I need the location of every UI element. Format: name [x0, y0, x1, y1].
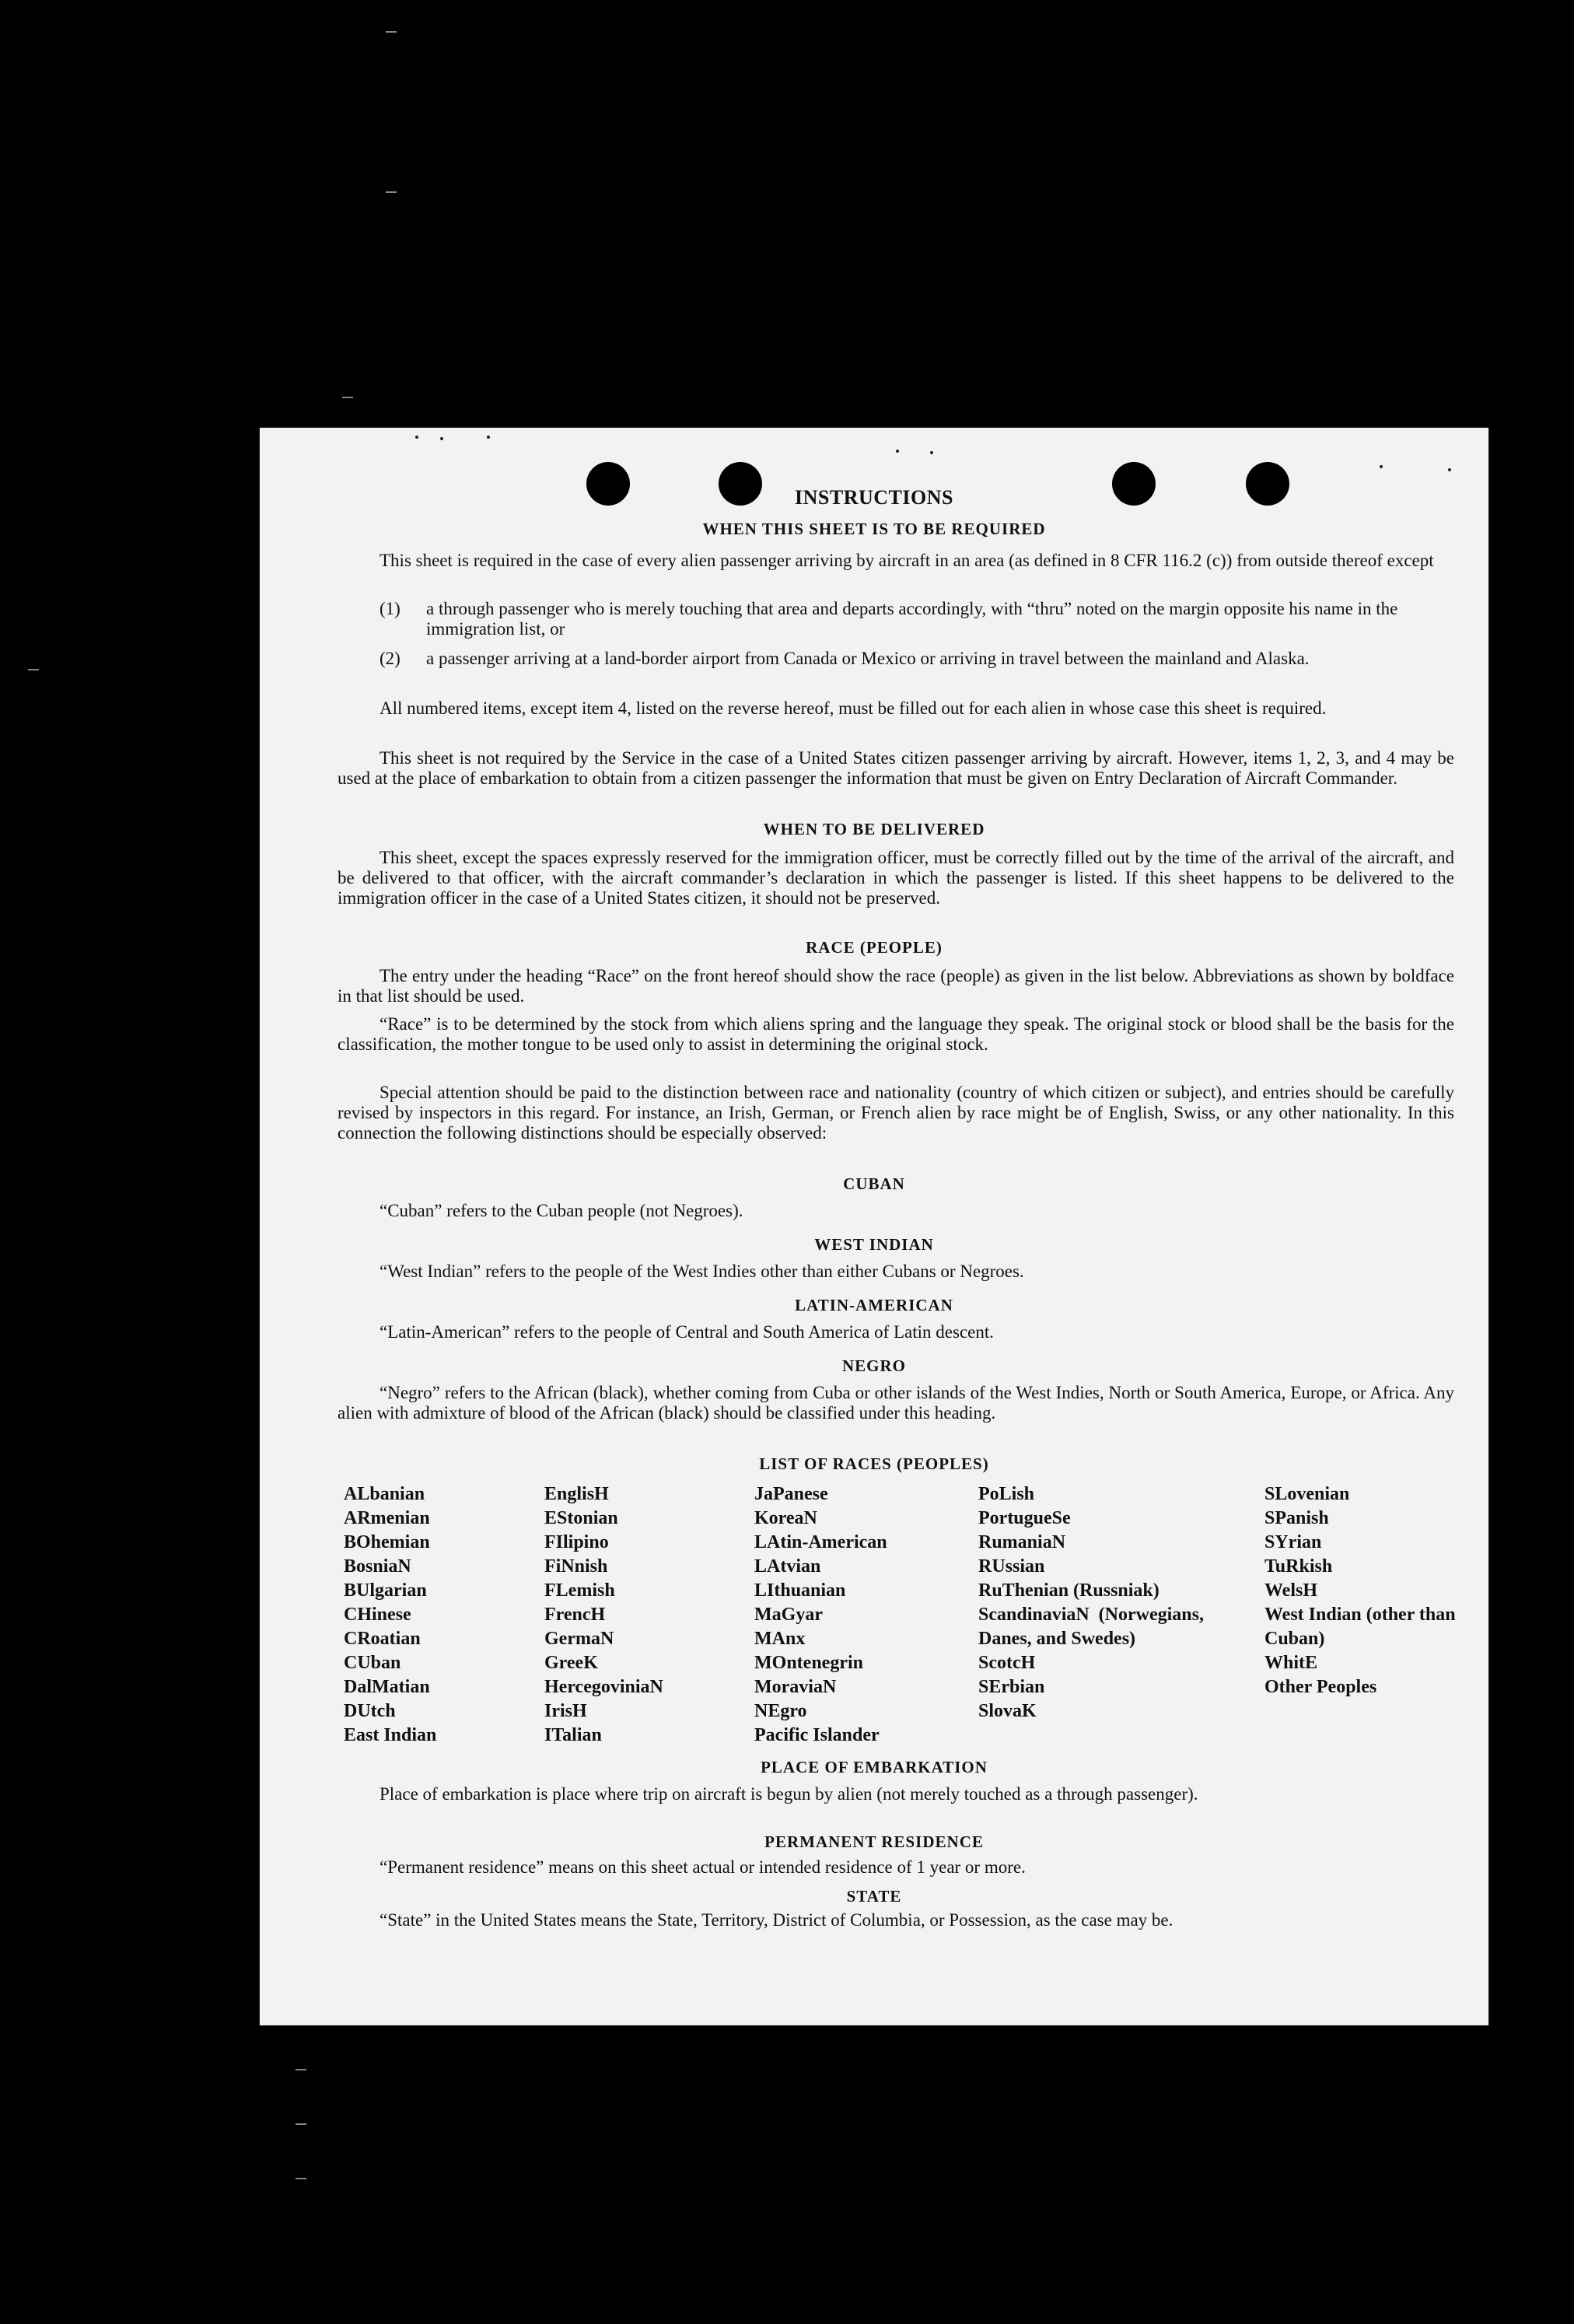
paragraph: The entry under the heading “Race” on the front hereof should show the race (people) as given in the list below. Abbreviations as shown by boldface in that list should be used.: [338, 966, 1454, 1006]
list-item: ScotcH: [978, 1653, 1036, 1673]
list-item: FIlipino: [544, 1532, 609, 1552]
exception-item: (1) a through passenger who is merely touching that area and departs accordingly, with “thru” noted on the margin opposite his name in the immigration list, or: [380, 599, 1398, 639]
list-item: SYrian: [1264, 1532, 1322, 1552]
list-item: RUssian: [978, 1556, 1045, 1577]
list-item: DalMatian: [344, 1677, 430, 1697]
list-item: MAnx: [754, 1629, 806, 1649]
race-list-column: [344, 1482, 530, 1748]
list-item: PoLish: [978, 1484, 1035, 1504]
paragraph: Special attention should be paid to the distinction between race and nationality (country of which citizen or subject), and entries should be carefully revised by inspectors in this regard. For instance, an Irish, German, or French alien by race might be of English, Swiss, or any other nationality. In this connection the following distinctions should be especially observed:: [338, 1083, 1454, 1143]
race-list-column: [544, 1482, 747, 1748]
paragraph: “Race” is to be determined by the stock from which aliens spring and the language they speak. The original stock or blood shall be the basis for the classification, the mother tongue to be used only to assist in determining the original stock.: [338, 1014, 1454, 1054]
paragraph: “West Indian” refers to the people of the West Indies other than either Cubans or Negroes.: [380, 1262, 1024, 1281]
exception-item: (2) a passenger arriving at a land-border airport from Canada or Mexico or arriving in travel between the mainland and Alaska.: [380, 649, 1310, 668]
list-item: WelsH: [1264, 1580, 1318, 1601]
list-item: MOntenegrin: [754, 1653, 863, 1673]
section-heading: RACE (PEOPLE): [806, 938, 943, 957]
paragraph: This sheet is required in the case of every alien passenger arriving by aircraft in an area (as defined in 8 CFR 116.2 (c)) from outside thereof except: [380, 551, 1434, 570]
paragraph: Place of embarkation is place where trip on aircraft is begun by alien (not merely touched as a through passenger).: [380, 1784, 1198, 1804]
instruction-sheet: [260, 428, 1488, 2025]
paragraph: This sheet is not required by the Service in the case of a United States citizen passenger arriving by aircraft. However, items 1, 2, 3, and 4 may be used at the place of embarkation to obtain from a citizen passenger the information that must be given on Entry Declaration of Aircraft Commander.: [338, 748, 1454, 788]
list-item: LIthuanian: [754, 1580, 846, 1601]
list-item: CUban: [344, 1653, 401, 1673]
list-item: Other Peoples: [1264, 1677, 1377, 1697]
paragraph: “Negro” refers to the African (black), whether coming from Cuba or other islands of the West Indies, North or South America, Europe, or Africa. Any alien with admixture of blood of the African (black) should be classified under this heading.: [338, 1383, 1454, 1423]
list-item: EStonian: [544, 1508, 618, 1528]
section-heading: LATIN-AMERICAN: [795, 1296, 953, 1314]
list-item: KoreaN: [754, 1508, 817, 1528]
list-item: WhitE: [1264, 1653, 1318, 1673]
list-item: JaPanese: [754, 1484, 828, 1504]
list-item: West Indian (other than Cuban): [1264, 1605, 1456, 1649]
list-item: FrencH: [544, 1605, 606, 1625]
list-item: IrisH: [544, 1701, 587, 1721]
paragraph: “State” in the United States means the State, Territory, District of Columbia, or Possession, as the case may be.: [380, 1910, 1174, 1930]
list-item: GermaN: [544, 1629, 614, 1649]
list-item: PortugueSe: [978, 1508, 1071, 1528]
list-item: BUlgarian: [344, 1580, 427, 1601]
list-item: BOhemian: [344, 1532, 430, 1552]
section-heading: WEST INDIAN: [814, 1235, 934, 1254]
list-item: SPanish: [1264, 1508, 1329, 1528]
paragraph: “Permanent residence” means on this sheet actual or intended residence of 1 year or more.: [380, 1857, 1026, 1877]
list-item: ALbanian: [344, 1484, 425, 1504]
paragraph: “Latin-American” refers to the people of Central and South America of Latin descent.: [380, 1322, 994, 1342]
list-item: EnglisH: [544, 1484, 609, 1504]
list-item: BosniaN: [344, 1556, 411, 1577]
list-item: RumaniaN: [978, 1532, 1066, 1552]
section-heading: PLACE OF EMBARKATION: [761, 1758, 988, 1776]
list-item: NEgro: [754, 1701, 807, 1721]
list-item: MaGyar: [754, 1605, 823, 1625]
list-item: FLemish: [544, 1580, 615, 1601]
race-list-column: [1264, 1482, 1467, 1699]
list-item: ITalian: [544, 1725, 602, 1745]
list-item: LAtvian: [754, 1556, 821, 1577]
race-list-column: [754, 1482, 964, 1748]
paragraph: “Cuban” refers to the Cuban people (not Negroes).: [380, 1201, 743, 1220]
section-heading: STATE: [846, 1887, 902, 1906]
race-list-column: [978, 1482, 1204, 1724]
list-item: SErbian: [978, 1677, 1045, 1697]
paragraph: This sheet, except the spaces expressly reserved for the immigration officer, must be correctly filled out by the time of the arrival of the aircraft, and be delivered to that officer, with the aircraft commander’s declaration in which the passenger is listed. If this sheet happens to be delivered to the immigration officer in the case of a United States citizen, it should not be preserved.: [338, 848, 1454, 908]
list-item: LAtin-American: [754, 1532, 887, 1552]
section-heading: LIST OF RACES (PEOPLES): [759, 1454, 989, 1473]
list-item: SlovaK: [978, 1701, 1037, 1721]
section-heading: CUBAN: [843, 1174, 905, 1193]
list-item: RuThenian (Russniak): [978, 1580, 1160, 1601]
list-item: HercegoviniaN: [544, 1677, 663, 1697]
section-heading: WHEN THIS SHEET IS TO BE REQUIRED: [702, 520, 1046, 538]
list-item: East Indian: [344, 1725, 437, 1745]
list-item: MoraviaN: [754, 1677, 837, 1697]
list-item: Pacific Islander: [754, 1725, 880, 1745]
section-heading: PERMANENT RESIDENCE: [764, 1832, 984, 1851]
list-item: GreeK: [544, 1653, 598, 1673]
list-item: FiNnish: [544, 1556, 608, 1577]
list-item: ScandinaviaN (Norwegians, Danes, and Swedes): [978, 1605, 1204, 1649]
section-heading: WHEN TO BE DELIVERED: [763, 820, 985, 838]
paragraph: All numbered items, except item 4, listed on the reverse hereof, must be filled out for each alien in whose case this sheet is required.: [380, 698, 1327, 718]
section-heading: NEGRO: [841, 1356, 906, 1375]
list-item: DUtch: [344, 1701, 396, 1721]
list-item: ARmenian: [344, 1508, 430, 1528]
list-item: CRoatian: [344, 1629, 421, 1649]
list-item: CHinese: [344, 1605, 411, 1625]
page-title: INSTRUCTIONS: [795, 486, 953, 509]
list-item: TuRkish: [1264, 1556, 1333, 1577]
list-item: SLovenian: [1264, 1484, 1350, 1504]
